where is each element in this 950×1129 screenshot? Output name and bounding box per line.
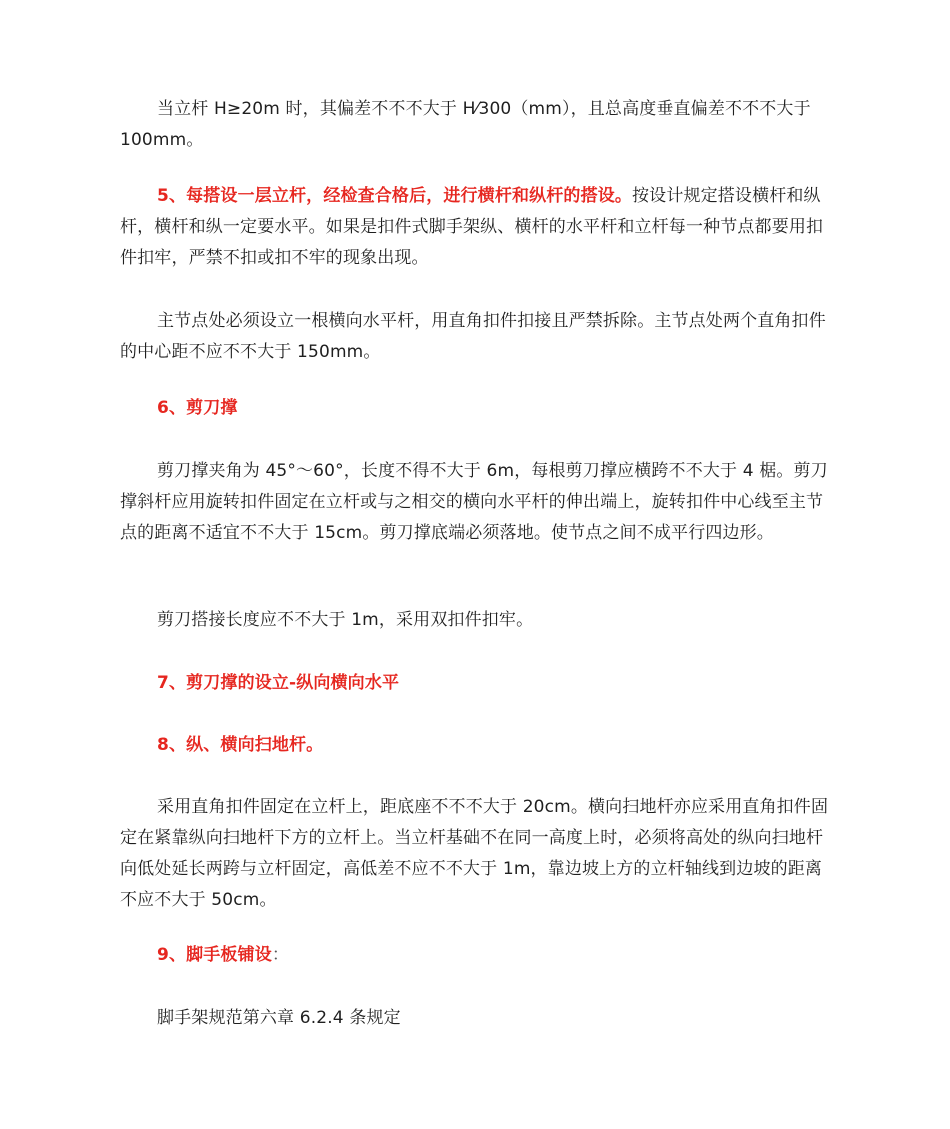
paragraph-sweep-rod <box>120 792 832 916</box>
heading-colon: ： <box>271 945 290 965</box>
paragraph-vertical-deviation <box>120 94 832 156</box>
paragraph-spec-reference <box>120 1003 832 1034</box>
paragraph-text: 脚手架规范第六章 6.2.4 条规定 <box>157 1008 401 1028</box>
section-heading-7-line <box>120 668 832 699</box>
section-heading-9: 9、脚手板铺设 <box>157 945 272 965</box>
section-heading-6-line <box>120 393 832 424</box>
paragraph-text: 主节点处必须设立一根横向水平杆，用直角扣件扣接且严禁拆除。主节点处两个直角扣件的中心距不应不不大于 150mm。 <box>120 311 826 362</box>
paragraph-text: 采用直角扣件固定在立杆上，距底座不不不大于 20cm。横向扫地杆亦应采用直角扣件固定在紧靠纵向扫地杆下方的立杆上。当立杆基础不在同一高度上时，必须将高处的纵向扫地杆向低处延长两跨与立杆固定，高低差不应不不大于 1m，靠边坡上方的立杆轴线到边坡的距离不应不大于 50cm。 <box>120 797 829 910</box>
section-heading-6: 6、剪刀撑 <box>157 398 238 418</box>
paragraph-scissor-lap <box>120 605 832 636</box>
paragraph-text: 当立杆 H≥20m 时，其偏差不不不大于 H⁄300（mm），且总高度垂直偏差不不不大于 100mm。 <box>120 99 811 150</box>
paragraph-main-node <box>120 306 832 368</box>
paragraph-text: 剪刀撑夹角为 45°～60°，长度不得不大于 6m，每根剪刀撑应横跨不不大于 4 椐。剪刀撑斜杆应用旋转扣件固定在立杆或与之相交的横向水平杆的伸出端上，旋转扣件中心线至主节点的距离不适宜不不大于 15cm。剪刀撑底端必须落地。使节点之间不成平行四边形。 <box>120 461 828 543</box>
paragraph-scissor-brace <box>120 456 832 549</box>
section-heading-7: 7、剪刀撑的设立-纵向横向水平 <box>157 673 400 693</box>
section-heading-8-line <box>120 730 832 761</box>
section-heading-8: 8、纵、横向扫地杆。 <box>157 735 324 755</box>
section-heading-9-line <box>120 940 832 971</box>
section-heading-5: 5、每搭设一层立杆，经检查合格后，进行横杆和纵杆的搭设。 <box>157 186 633 206</box>
paragraph-text: 剪刀搭接长度应不不大于 1m，采用双扣件扣牢。 <box>157 610 534 630</box>
paragraph-text: 按设计规定搭设横杆和纵杆，横杆和纵一定要水平。如果是扣件式脚手架纵、横杆的水平杆和立杆每一种节点都要用扣件扣牢，严禁不扣或扣不牢的现象出现。 <box>120 186 824 268</box>
paragraph-step-5 <box>120 181 832 274</box>
